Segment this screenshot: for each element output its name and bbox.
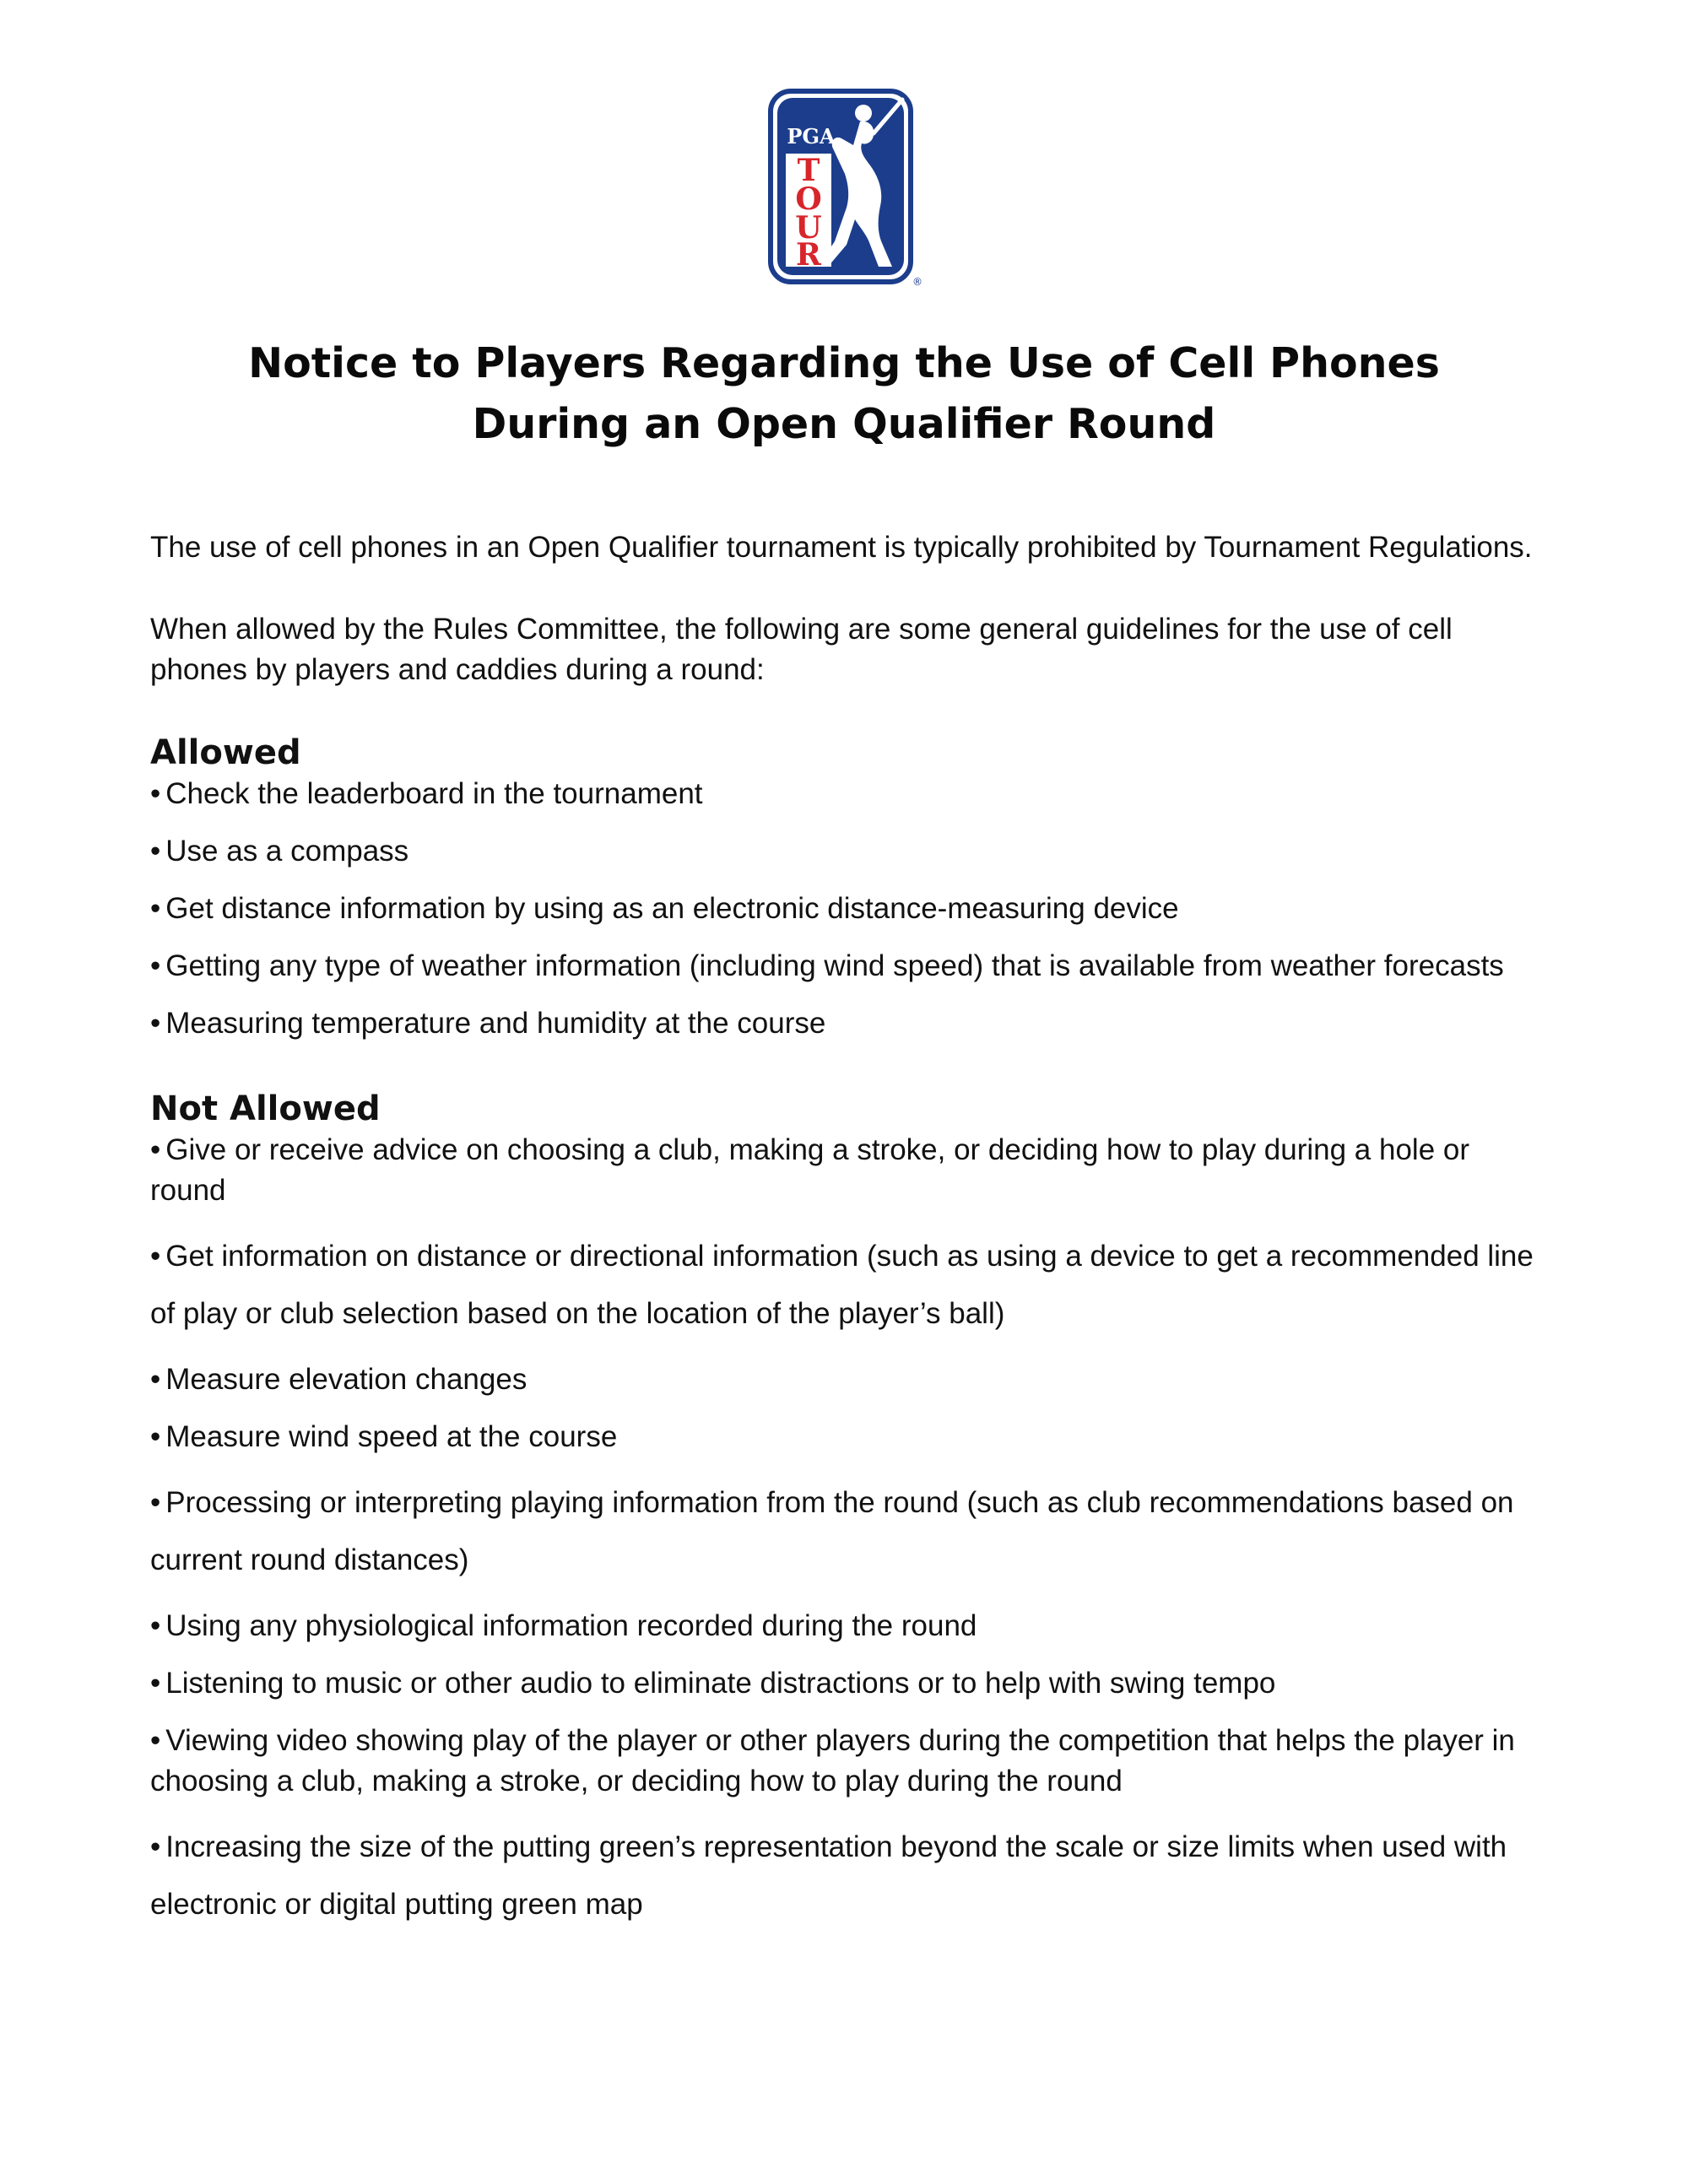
not-allowed-list (150, 1130, 1534, 1933)
allowed-list (150, 774, 1534, 1044)
list-item (150, 1130, 1534, 1211)
bullet-icon: • (150, 1609, 161, 1642)
list-item-text: Get information on distance or directional information (such as using a device to get a recommended line of play or club selection based on the location of the player’s ball) (150, 1240, 1534, 1330)
list-item-text: Measure elevation changes (165, 1363, 528, 1396)
pga-tour-logo (766, 88, 926, 290)
list-item-text: Use as a compass (165, 835, 409, 868)
not-allowed-section (150, 1088, 1534, 1933)
bullet-icon: • (150, 949, 161, 982)
list-item (150, 1360, 1534, 1400)
bullet-icon: • (150, 1240, 161, 1273)
list-item-text: Viewing video showing play of the player or other players during the competition that helps the player in choosing a club, making a stroke, or deciding how to play during the round (150, 1724, 1515, 1797)
page-title (0, 333, 1688, 455)
list-item (150, 831, 1534, 872)
title-line-2: During an Open Qualifier Round (472, 400, 1216, 448)
not-allowed-heading: Not Allowed (150, 1089, 381, 1128)
title-line-1: Notice to Players Regarding the Use of Cell Phones (248, 339, 1440, 387)
bullet-icon: • (150, 1363, 161, 1396)
bullet-icon: • (150, 1667, 161, 1700)
logo-letter-o: O (795, 181, 822, 217)
list-item (150, 1663, 1534, 1704)
logo-letter-u: U (795, 210, 822, 246)
logo-letter-r: R (796, 237, 821, 273)
intro-paragraph-1: The use of cell phones in an Open Qualifier tournament is typically prohibited by Tournament Regulations. (150, 531, 1533, 564)
list-item-text: Getting any type of weather information (including wind speed) that is available from weather forecasts (165, 949, 1504, 982)
list-item (150, 1474, 1534, 1589)
list-item-text: Processing or interpreting playing information from the round (such as club recommendations based on current round distances) (150, 1486, 1514, 1576)
logo-pga-text: PGA (787, 124, 836, 149)
bullet-icon: • (150, 892, 161, 925)
allowed-heading: Allowed (150, 733, 301, 772)
list-item (150, 1228, 1534, 1343)
bullet-icon: • (150, 777, 161, 810)
bullet-icon: • (150, 1724, 161, 1757)
list-item (150, 774, 1534, 814)
list-item (150, 1819, 1534, 1933)
intro-paragraph-2: When allowed by the Rules Committee, the following are some general guidelines for the use of cell phones by players and caddies during a round: (150, 613, 1453, 686)
registered-mark: ® (912, 276, 922, 288)
list-item-text: Measuring temperature and humidity at the course (165, 1007, 826, 1040)
bullet-icon: • (150, 1007, 161, 1040)
list-item (150, 1417, 1534, 1457)
allowed-section (150, 732, 1534, 1044)
list-item-text: Give or receive advice on choosing a club, making a stroke, or deciding how to play during a hole or round (150, 1133, 1470, 1207)
list-item-text: Listening to music or other audio to eliminate distractions or to help with swing tempo (165, 1667, 1276, 1700)
list-item-text: Using any physiological information recorded during the round (165, 1609, 977, 1642)
list-item-text: Get distance information by using as an electronic distance-measuring device (165, 892, 1179, 925)
list-item-text: Increasing the size of the putting green’s representation beyond the scale or size limits when used with electronic or digital putting green map (150, 1830, 1507, 1921)
list-item (150, 946, 1534, 987)
pga-tour-logo-graphic (766, 88, 926, 290)
bullet-icon: • (150, 835, 161, 868)
bullet-icon: • (150, 1486, 161, 1519)
bullet-icon: • (150, 1420, 161, 1453)
list-item (150, 1606, 1534, 1646)
list-item (150, 1721, 1534, 1802)
notice-body (150, 527, 1534, 1950)
logo-letter-t: T (797, 153, 820, 188)
bullet-icon: • (150, 1133, 161, 1166)
list-item (150, 1003, 1534, 1044)
list-item-text: Measure wind speed at the course (165, 1420, 618, 1453)
list-item (150, 889, 1534, 929)
list-item-text: Check the leaderboard in the tournament (165, 777, 703, 810)
bullet-icon: • (150, 1830, 161, 1863)
